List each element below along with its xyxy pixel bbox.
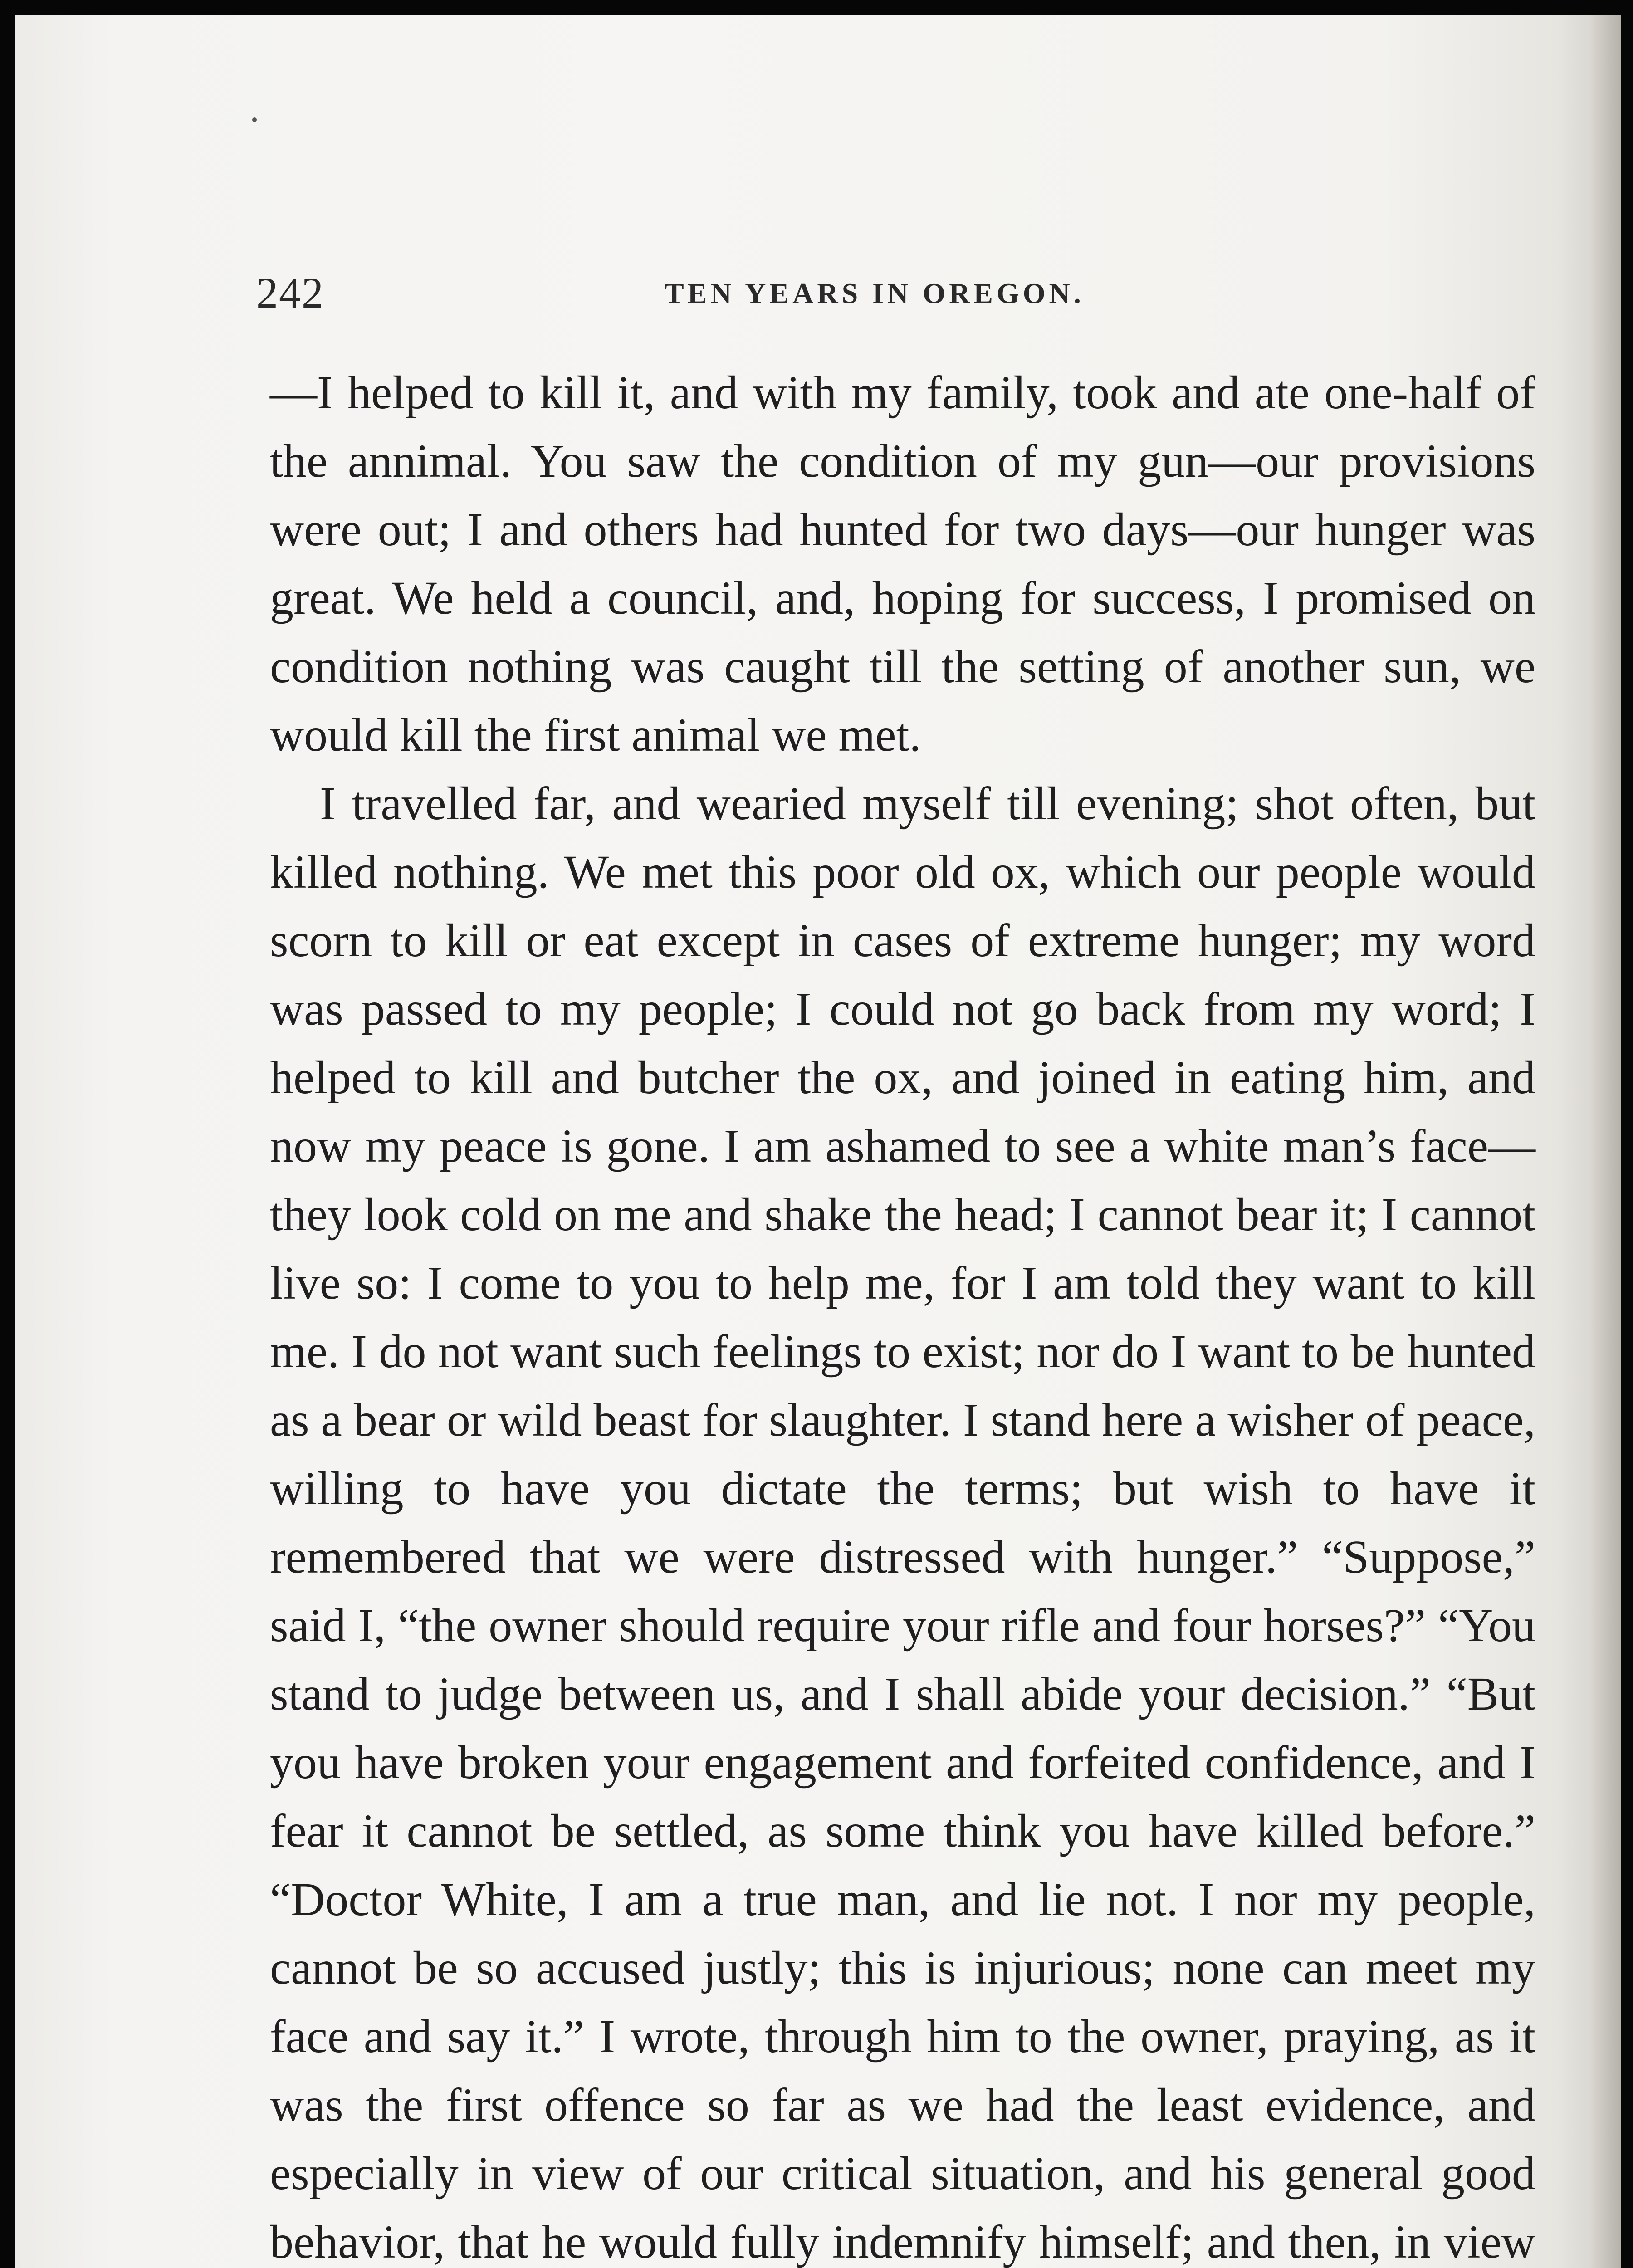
running-head: [256, 263, 1540, 322]
body-text: [270, 358, 1535, 2268]
paper-speck: [252, 117, 257, 122]
running-title: TEN YEARS IN OREGON.: [665, 277, 1085, 309]
page-gutter-shadow: [1589, 15, 1621, 2268]
paragraph-continued: —I helped to kill it, and with my family, took and ate one-half of the annimal. You saw the condition of my gun—our provisions were out; I and others had hunted for two days—our hunger was great. We held a council, and, hoping for success, I promised on condition nothing was caught till the setting of another sun, we would kill the first animal we met.: [270, 367, 1535, 761]
paragraph: I travelled far, and wearied myself till evening; shot often, but killed nothing. We met this poor old ox, which our people would scorn to kill or eat except in cases of extreme hunger; my word was passed to my people; I could not go back from my word; I helped to kill and butcher the ox, and joined in eating him, and now my peace is gone. I am ashamed to see a white man’s face—they look cold on me and shake the head; I cannot bear it; I cannot live so: I come to you to help me, for I am told they want to kill me. I do not want such feelings to exist; nor do I want to be hunted as a bear or wild beast for slaughter. I stand here a wisher of peace, willing to have you dictate the terms; but wish to have it remembered that we were distressed with hunger.” “Suppose,” said I, “the owner should require your rifle and four horses?” “You stand to judge between us, and I shall abide your decision.” “But you have broken your engagement and forfeited confidence, and I fear it cannot be settled, as some think you have killed before.” “Doctor White, I am a true man, and lie not. I nor my people, cannot be so accused justly; this is injurious; none can meet my face and say it.” I wrote, through him to the owner, praying, as it was the first offence so far as we had the least evidence, and especially in view of our critical situation, and his general good behavior, that he would fully indemnify himself; and then, in view: [270, 777, 1535, 2268]
page-number: 242: [256, 269, 324, 317]
